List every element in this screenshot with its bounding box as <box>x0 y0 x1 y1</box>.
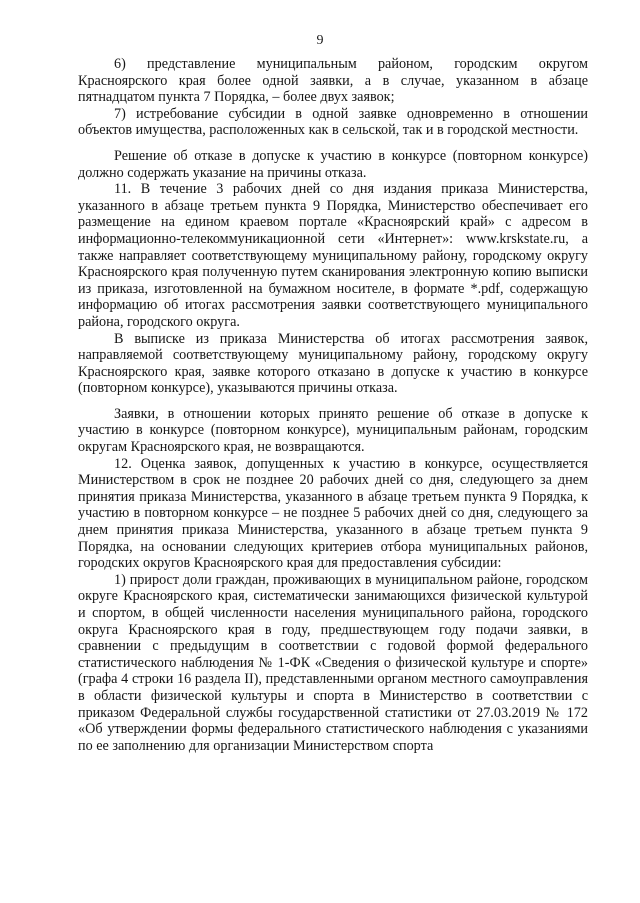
paragraph-section-12: 12. Оценка заявок, допущенных к участию в конкурсе, осуществляется Министерством в срок не позднее 20 рабочих дней со дня, следующего за днем принятия приказа Министерства, указанного в абзаце третьем пункта 9 Порядка, к участию в повторном конкурсе – не позднее 5 рабочих дней со дня, следующего за днем принятия приказа Министерства, указанного в абзаце третьем пункта 9 Порядка, на основании следующих критериев отбора муниципальных районов, городских округов Красноярского края для предоставления субсидии: <box>78 455 588 572</box>
paragraph-item-7: 7) истребование субсидии в одной заявке одновременно в отношении объектов имущества, расположенных как в сельской, так и в городской местности. <box>78 105 588 139</box>
page-number: 9 <box>316 33 324 48</box>
paragraph-item-6: 6) представление муниципальным районом, городским округом Красноярского края более одной заявки, а в случае, указанном в абзаце пятнадцатом пункта 7 Порядка, – более двух заявок; <box>78 56 588 106</box>
paragraph-refusal-decision: Решение об отказе в допуске к участию в конкурсе (повторном конкурсе) должно содержать указание на причины отказа. <box>78 147 588 181</box>
paragraph-section-11: 11. В течение 3 рабочих дней со дня издания приказа Министерства, указанного в абзаце третьем пункта 9 Порядка, Министерство обеспечивает его размещение на едином краевом портале «Красноярский край» с адресом в информационно-телекоммуникационной сети «Интернет»: www.krskstate.ru, а также направляет соответствующему муниципальному району, городскому округу Красноярского края полученную путем сканирования электронную копию выписки из приказа, изготовленной на бумажном носителе, в формате *.pdf, содержащую информацию об итогах рассмотрения заявки соответствующего муниципального района, городского округа. <box>78 181 588 330</box>
paragraph-criterion-1: 1) прирост доли граждан, проживающих в муниципальном районе, городском округе Красноярского края, систематически занимающихся физической культурой и спортом, в общей численности населения муниципального района, городского округа Красноярского края в году, предшествующем году подачи заявки, в сравнении с предыдущим в соответствии с годовой формой федерального статистического наблюдения № 1-ФК «Сведения о физической культуре и спорте» (графа 4 строки 16 раздела II), представленными органом местного самоуправления в области физической культуры и спорта в Министерство в соответствии с приказом Федеральной службы государственной статистики от 27.03.2019 № 172 «Об утверждении формы федерального статистического наблюдения с указаниями по ее заполнению для организации Министерством спорта <box>78 571 588 754</box>
document-body <box>78 56 588 754</box>
paragraph-applications-not-returned: Заявки, в отношении которых принято решение об отказе в допуске к участию в конкурсе (повторном конкурсе), муниципальным районам, городским округам Красноярского края, не возвращаются. <box>78 405 588 456</box>
paragraph-extract-reasons: В выписке из приказа Министерства об итогах рассмотрения заявок, направляемой соответствующему муниципальному району, городскому округу Красноярского края, заявке которого отказано в допуске к участию в конкурсе (повторном конкурсе), указываются причины отказа. <box>78 330 588 397</box>
